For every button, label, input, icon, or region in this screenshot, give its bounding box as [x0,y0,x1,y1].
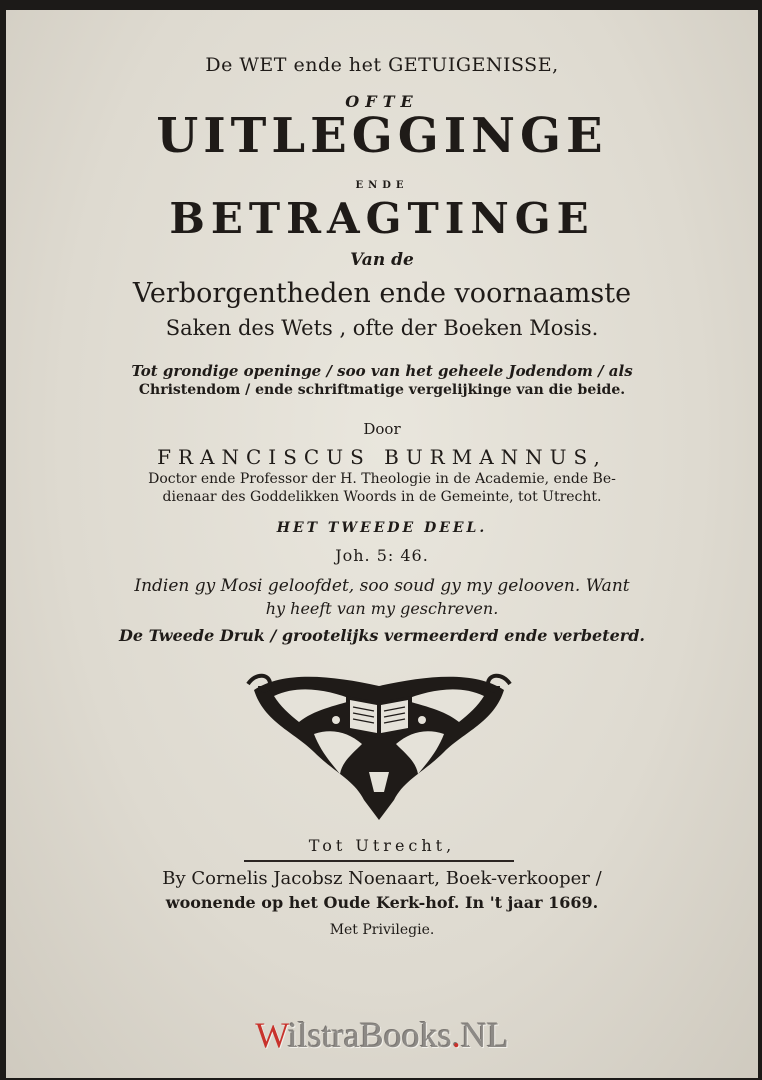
heading-line-ofte: OFTE [345,92,419,111]
quotation-line-1: Indien gy Mosi geloofdet, soo soud gy my gelooven. Want [134,576,630,596]
ornament-icon [244,662,514,822]
author-title-line-1: Doctor ende Professor der H. Theologie in de Academie, ende Be- [148,471,616,487]
imprint-city: Tot Utrecht, [308,836,456,855]
imprint-printer: By Cornelis Jacobsz Noenaart, Boek-verkooper / [162,868,602,889]
volume-label: HET TWEEDE DEEL. [276,520,488,536]
watermark-initial: W [255,1015,288,1055]
subtitle-line-2: Saken des Wets , ofte der Boeken Mosis. [165,316,599,340]
watermark [6,1014,758,1056]
quotation-line-2: hy heeft van my geschreven. [265,599,499,618]
author-title-line-2: dienaar des Goddelikken Woords in de Gemeinte, tot Utrecht. [162,489,602,505]
blackletter-line-1: Tot grondige openinge / soo van het geheele Jodendom / als [131,362,633,380]
title-page [6,10,758,1078]
privilege-note: Met Privilegie. [329,922,435,938]
blackletter-line-2: Christendom / ende schriftmatige vergelijkinge van die beide. [138,382,626,398]
imprint-rule [244,860,514,862]
watermark-tld: NL [460,1015,509,1055]
heading-line-1: De WET ende het GETUIGENISSE, [205,54,559,76]
heading-line-van-de: Van de [350,250,414,270]
heading-line-ende: ENDE [355,180,409,191]
main-title-betragtinge: BETRAGTINGE [169,194,595,243]
main-title-uitlegginge: UITLEGGINGE [156,108,608,164]
by-line: Door [363,420,401,438]
author-name: FRANCISCUS BURMANNUS, [157,445,607,469]
imprint-address-year: woonende op het Oude Kerk-hof. In 't jaar 1669. [165,893,599,912]
watermark-dot: . [451,1015,461,1055]
scripture-reference: Joh. 5: 46. [335,546,429,565]
watermark-name: ilstraBooks [287,1015,452,1055]
subtitle-line-1: Verborgentheden ende voornaamste [132,278,632,309]
edition-statement: De Tweede Druk / grootelijks vermeerderd ende verbeterd. [119,626,645,645]
